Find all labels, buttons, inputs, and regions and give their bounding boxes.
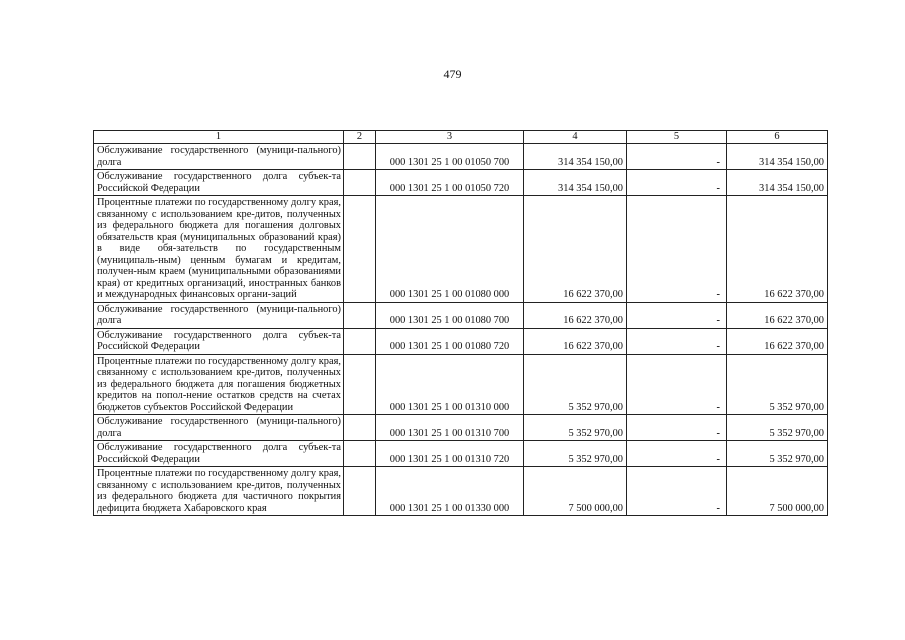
row-name-cell: Обслуживание государственного (муници-пального) долга — [94, 415, 344, 441]
row-col2-cell — [344, 467, 376, 516]
row-col2-cell — [344, 328, 376, 354]
header-col-2: 2 — [344, 131, 376, 144]
row-name-cell: Процентные платежи по государственному долгу края, связанному с использованием кре-дитов, полученных из федерального бюджета для частичного покрытия дефицита бюджета Хабаровского края — [94, 467, 344, 516]
row-name-cell: Обслуживание государственного долга субъек-та Российской Федерации — [94, 328, 344, 354]
table-row — [94, 415, 828, 441]
row-code-cell: 000 1301 25 1 00 01310 720 — [376, 441, 524, 467]
table-row — [94, 170, 828, 196]
row-name-cell: Процентные платежи по государственному долгу края, связанному с использованием кре-дитов, полученных из федерального бюджета для погашения долговых обязательств края (муниципальных образований края) в виде обя-зательств по государственным (муниципаль-ным) ценным бумагам и кредитам, получен-ным краем (муниципальными образованиями края) от кредитных организаций, иностранных банков и международных финансовых органи-заций — [94, 196, 344, 303]
table-row — [94, 328, 828, 354]
row-col4-cell: 7 500 000,00 — [524, 467, 627, 516]
row-col4-cell: 16 622 370,00 — [524, 328, 627, 354]
row-col2-cell — [344, 302, 376, 328]
table-row — [94, 144, 828, 170]
row-col4-cell: 16 622 370,00 — [524, 302, 627, 328]
table-row — [94, 302, 828, 328]
header-col-6: 6 — [727, 131, 828, 144]
row-col2-cell — [344, 441, 376, 467]
row-code-cell: 000 1301 25 1 00 01080 700 — [376, 302, 524, 328]
row-name-cell: Обслуживание государственного долга субъек-та Российской Федерации — [94, 170, 344, 196]
table-row — [94, 441, 828, 467]
row-col4-cell: 5 352 970,00 — [524, 415, 627, 441]
row-code-cell: 000 1301 25 1 00 01330 000 — [376, 467, 524, 516]
header-col-4: 4 — [524, 131, 627, 144]
row-col6-cell: 5 352 970,00 — [727, 441, 828, 467]
row-col4-cell: 16 622 370,00 — [524, 196, 627, 303]
row-col6-cell: 5 352 970,00 — [727, 354, 828, 415]
header-col-5: 5 — [627, 131, 727, 144]
row-name-cell: Обслуживание государственного (муници-пального) долга — [94, 302, 344, 328]
row-col6-cell: 16 622 370,00 — [727, 196, 828, 303]
table-header-row — [94, 131, 828, 144]
row-col5-cell: - — [627, 328, 727, 354]
row-col6-cell: 16 622 370,00 — [727, 302, 828, 328]
header-col-3: 3 — [376, 131, 524, 144]
row-col5-cell: - — [627, 144, 727, 170]
row-col6-cell: 5 352 970,00 — [727, 415, 828, 441]
row-code-cell: 000 1301 25 1 00 01080 000 — [376, 196, 524, 303]
row-col2-cell — [344, 144, 376, 170]
table-body — [94, 144, 828, 516]
row-col4-cell: 5 352 970,00 — [524, 441, 627, 467]
header-col-1: 1 — [94, 131, 344, 144]
row-col5-cell: - — [627, 170, 727, 196]
row-code-cell: 000 1301 25 1 00 01310 000 — [376, 354, 524, 415]
row-col4-cell: 314 354 150,00 — [524, 144, 627, 170]
row-col4-cell: 5 352 970,00 — [524, 354, 627, 415]
row-col5-cell: - — [627, 354, 727, 415]
row-col5-cell: - — [627, 467, 727, 516]
row-col6-cell: 314 354 150,00 — [727, 170, 828, 196]
row-name-cell: Обслуживание государственного (муници-пального) долга — [94, 144, 344, 170]
row-code-cell: 000 1301 25 1 00 01310 700 — [376, 415, 524, 441]
row-name-cell: Обслуживание государственного долга субъек-та Российской Федерации — [94, 441, 344, 467]
row-name-cell: Процентные платежи по государственному долгу края, связанному с использованием кре-дитов, полученных из федерального бюджета для погашения бюджетных кредитов на попол-нение остатков средств на счетах бюджетов субъектов Российской Федерации — [94, 354, 344, 415]
table-row — [94, 354, 828, 415]
row-col2-cell — [344, 170, 376, 196]
row-col5-cell: - — [627, 196, 727, 303]
row-col2-cell — [344, 415, 376, 441]
page-number: 479 — [443, 67, 462, 81]
budget-table — [93, 130, 828, 516]
row-col4-cell: 314 354 150,00 — [524, 170, 627, 196]
row-code-cell: 000 1301 25 1 00 01050 720 — [376, 170, 524, 196]
row-col5-cell: - — [627, 302, 727, 328]
table-row — [94, 196, 828, 303]
row-col6-cell: 7 500 000,00 — [727, 467, 828, 516]
row-col2-cell — [344, 196, 376, 303]
table-row — [94, 467, 828, 516]
row-code-cell: 000 1301 25 1 00 01080 720 — [376, 328, 524, 354]
row-code-cell: 000 1301 25 1 00 01050 700 — [376, 144, 524, 170]
row-col2-cell — [344, 354, 376, 415]
row-col5-cell: - — [627, 441, 727, 467]
row-col5-cell: - — [627, 415, 727, 441]
row-col6-cell: 314 354 150,00 — [727, 144, 828, 170]
row-col6-cell: 16 622 370,00 — [727, 328, 828, 354]
